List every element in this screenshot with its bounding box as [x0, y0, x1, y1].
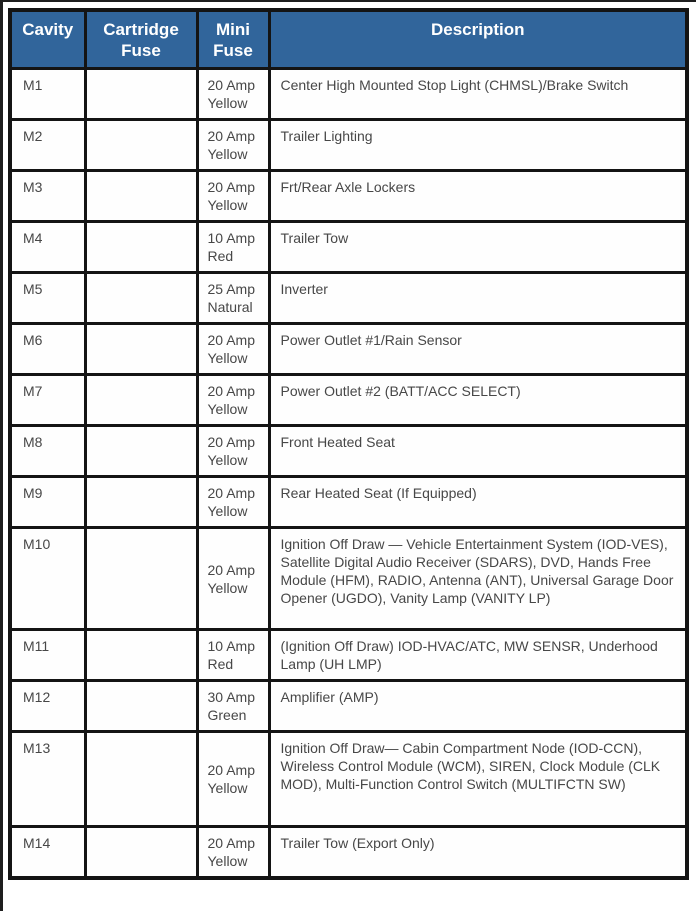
mini-fuse-cell: 20 Amp Yellow	[197, 324, 269, 375]
cavity-cell: M1	[10, 69, 85, 120]
column-header-mini-fuse: Mini Fuse	[197, 10, 269, 69]
description-cell: Front Heated Seat	[269, 426, 687, 477]
cavity-cell: M5	[10, 273, 85, 324]
cartridge-fuse-cell	[85, 528, 197, 630]
column-header-description: Description	[269, 10, 687, 69]
cartridge-fuse-cell	[85, 324, 197, 375]
description-cell: Frt/Rear Axle Lockers	[269, 171, 687, 222]
description-cell: Power Outlet #2 (BATT/ACC SELECT)	[269, 375, 687, 426]
cavity-cell: M7	[10, 375, 85, 426]
table-row	[10, 681, 687, 732]
mini-fuse-cell: 20 Amp Yellow	[197, 528, 269, 630]
description-cell: Amplifier (AMP)	[269, 681, 687, 732]
cartridge-fuse-cell	[85, 827, 197, 879]
cartridge-fuse-cell	[85, 171, 197, 222]
mini-fuse-cell: 20 Amp Yellow	[197, 426, 269, 477]
cavity-cell: M12	[10, 681, 85, 732]
description-cell: Power Outlet #1/Rain Sensor	[269, 324, 687, 375]
description-cell: Trailer Lighting	[269, 120, 687, 171]
cartridge-fuse-cell	[85, 732, 197, 827]
table-row	[10, 171, 687, 222]
description-cell: (Ignition Off Draw) IOD-HVAC/ATC, MW SENSR, Underhood Lamp (UH LMP)	[269, 630, 687, 681]
table-row	[10, 426, 687, 477]
header-row	[10, 10, 687, 69]
mini-fuse-cell: 20 Amp Yellow	[197, 375, 269, 426]
description-cell: Trailer Tow	[269, 222, 687, 273]
cartridge-fuse-cell	[85, 375, 197, 426]
mini-fuse-cell: 10 Amp Red	[197, 630, 269, 681]
mini-fuse-cell: 20 Amp Yellow	[197, 171, 269, 222]
cartridge-fuse-cell	[85, 120, 197, 171]
description-cell: Center High Mounted Stop Light (CHMSL)/Brake Switch	[269, 69, 687, 120]
cavity-cell: M9	[10, 477, 85, 528]
table-row	[10, 732, 687, 827]
mini-fuse-cell: 20 Amp Yellow	[197, 477, 269, 528]
column-header-cavity: Cavity	[10, 10, 85, 69]
fuse-table	[8, 8, 689, 880]
table-row	[10, 630, 687, 681]
mini-fuse-cell: 30 Amp Green	[197, 681, 269, 732]
cavity-cell: M4	[10, 222, 85, 273]
mini-fuse-cell: 20 Amp Yellow	[197, 732, 269, 827]
cartridge-fuse-cell	[85, 681, 197, 732]
table-row	[10, 69, 687, 120]
scan-artifact-left-line	[0, 0, 3, 911]
cavity-cell: M11	[10, 630, 85, 681]
table-row	[10, 528, 687, 630]
mini-fuse-cell: 25 Amp Natural	[197, 273, 269, 324]
cartridge-fuse-cell	[85, 69, 197, 120]
mini-fuse-cell: 20 Amp Yellow	[197, 827, 269, 879]
cartridge-fuse-cell	[85, 222, 197, 273]
table-row	[10, 477, 687, 528]
cavity-cell: M6	[10, 324, 85, 375]
table-row	[10, 120, 687, 171]
cartridge-fuse-cell	[85, 273, 197, 324]
table-row	[10, 827, 687, 879]
cartridge-fuse-cell	[85, 630, 197, 681]
cartridge-fuse-cell	[85, 426, 197, 477]
description-cell: Trailer Tow (Export Only)	[269, 827, 687, 879]
description-cell: Rear Heated Seat (If Equipped)	[269, 477, 687, 528]
cavity-cell: M13	[10, 732, 85, 827]
description-cell: Inverter	[269, 273, 687, 324]
mini-fuse-cell: 20 Amp Yellow	[197, 69, 269, 120]
description-cell: Ignition Off Draw— Cabin Compartment Node (IOD-CCN), Wireless Control Module (WCM), SIREN, Clock Module (CLK MOD), Multi-Function Control Switch (MULTIFCTN SW)	[269, 732, 687, 827]
table-row	[10, 375, 687, 426]
scan-artifact-top-line	[0, 0, 696, 2]
cavity-cell: M2	[10, 120, 85, 171]
mini-fuse-cell: 20 Amp Yellow	[197, 120, 269, 171]
table-row	[10, 222, 687, 273]
cartridge-fuse-cell	[85, 477, 197, 528]
cavity-cell: M3	[10, 171, 85, 222]
table-row	[10, 273, 687, 324]
description-cell: Ignition Off Draw — Vehicle Entertainment System (IOD-VES), Satellite Digital Audio Receiver (SDARS), DVD, Hands Free Module (HFM), RADIO, Antenna (ANT), Universal Garage Door Opener (UGDO), Vanity Lamp (VANITY LP)	[269, 528, 687, 630]
cavity-cell: M8	[10, 426, 85, 477]
mini-fuse-cell: 10 Amp Red	[197, 222, 269, 273]
cavity-cell: M10	[10, 528, 85, 630]
column-header-cartridge-fuse: Cartridge Fuse	[85, 10, 197, 69]
table-row	[10, 324, 687, 375]
cavity-cell: M14	[10, 827, 85, 879]
